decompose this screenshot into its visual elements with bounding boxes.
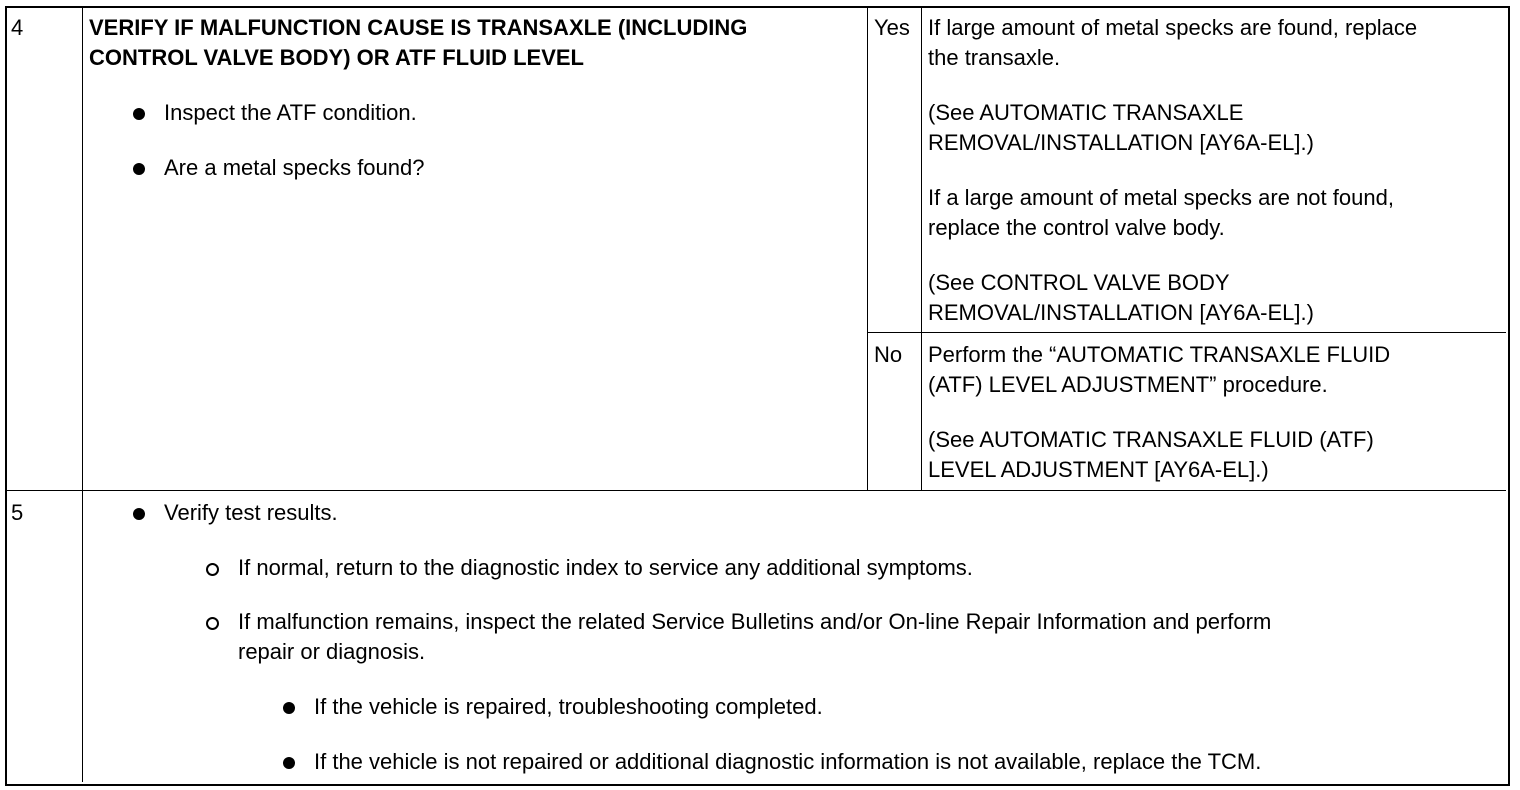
sub-bullet-continuation: repair or diagnosis. — [238, 639, 426, 664]
column-divider-action — [867, 8, 868, 490]
result-line: the transaxle. — [928, 45, 1061, 70]
result-line: replace the control valve body. — [928, 215, 1225, 240]
sub-bullet: If normal, return to the diagnostic index to service any additional symptoms. — [238, 555, 973, 580]
bullet-icon — [133, 108, 145, 120]
result-line: (See AUTOMATIC TRANSAXLE — [928, 100, 1244, 125]
column-divider-step — [82, 8, 83, 782]
result-line: (See CONTROL VALVE BODY — [928, 270, 1230, 295]
step-number: 4 — [11, 15, 24, 40]
bullet-icon — [133, 163, 145, 175]
sub-sub-bullet: If the vehicle is repaired, troubleshooting completed. — [314, 694, 823, 719]
result-line: REMOVAL/INSTALLATION [AY6A-EL].) — [928, 130, 1314, 155]
step-number: 5 — [11, 500, 24, 525]
bullet-icon — [283, 757, 295, 769]
bullet-icon — [283, 702, 295, 714]
bullet-icon — [133, 508, 145, 520]
action-bullet: Are a metal specks found? — [164, 155, 425, 180]
result-line: If a large amount of metal specks are not found, — [928, 185, 1394, 210]
step-heading-line: VERIFY IF MALFUNCTION CAUSE IS TRANSAXLE (INCLUDING — [89, 15, 748, 40]
result-line: Perform the “AUTOMATIC TRANSAXLE FLUID — [928, 342, 1391, 367]
sub-bullet: If malfunction remains, inspect the related Service Bulletins and/or On-line Repair Information and perform — [238, 609, 1272, 634]
sub-sub-bullet: If the vehicle is not repaired or additional diagnostic information is not available, replace the TCM. — [314, 749, 1262, 774]
result-line: (ATF) LEVEL ADJUSTMENT” procedure. — [928, 372, 1328, 397]
result-line: (See AUTOMATIC TRANSAXLE FLUID (ATF) — [928, 427, 1374, 452]
row-divider-yes-no — [867, 332, 1506, 333]
column-divider-result-label — [921, 8, 922, 490]
sub-bullet-icon — [206, 617, 219, 630]
action-bullet: Verify test results. — [164, 500, 338, 525]
result-label-no: No — [874, 342, 903, 367]
step-heading-line: CONTROL VALVE BODY) OR ATF FLUID LEVEL — [89, 45, 584, 70]
result-line: LEVEL ADJUSTMENT [AY6A-EL].) — [928, 457, 1269, 482]
action-bullet: Inspect the ATF condition. — [164, 100, 417, 125]
row-divider-step — [7, 490, 1506, 491]
result-line: REMOVAL/INSTALLATION [AY6A-EL].) — [928, 300, 1314, 325]
sub-bullet-icon — [206, 563, 219, 576]
result-label-yes: Yes — [874, 15, 910, 40]
result-line: If large amount of metal specks are found, replace — [928, 15, 1418, 40]
